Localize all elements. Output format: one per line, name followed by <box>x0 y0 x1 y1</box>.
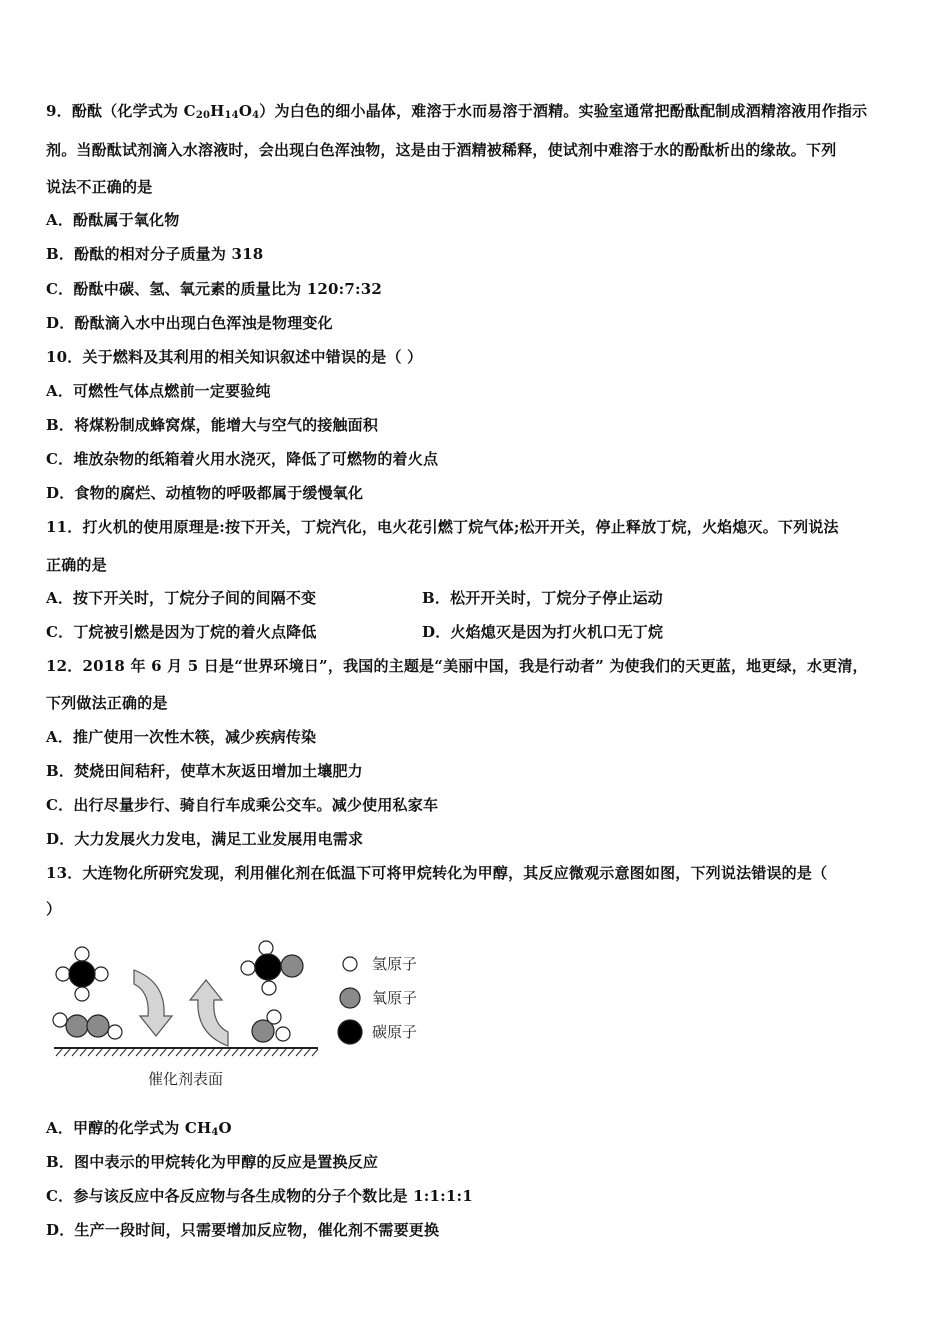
legend-carbon-label: 碳原子 <box>372 1023 418 1041</box>
q11-stem-line2: 正确的是 <box>46 556 107 574</box>
q12-option-a: A．推广使用一次性木筷，减少疾病传染 <box>46 728 317 746</box>
surface-label: 催化剂表面 <box>148 1070 224 1088</box>
legend-oxygen-icon <box>340 988 360 1008</box>
q10-option-b: B．将煤粉制成蜂窝煤，能增大与空气的接触面积 <box>46 416 379 434</box>
q10-option-a: A．可燃性气体点燃前一定要验纯 <box>46 382 271 400</box>
q13-stem-line1: 13．大连物化所研究发现，利用催化剂在低温下可将甲烷转化为甲醇，其反应微观示意图如图，下列说法错误的是（ <box>46 864 828 882</box>
q9-stem-line1: 9．酚酞（化学式为 $C_{20}H_{14}O_4$）为白色的细小晶体，难溶于水而易溶于酒精。实验室通常把酚酞配制成酒精溶液用作指示 <box>46 102 868 121</box>
legend-hydrogen-icon <box>343 957 357 971</box>
q12-option-b: B．焚烧田间秸秆，使草木灰返田增加土壤肥力 <box>46 762 363 780</box>
oxygen-molecule <box>53 1013 122 1039</box>
legend-oxygen-label: 氧原子 <box>372 989 418 1007</box>
q9-stem-line2: 剂。当酚酞试剂滴入水溶液时，会出现白色浑浊物，这是由于酒精被稀释，使试剂中难溶于水的酚酞析出的缘故。下列 <box>46 141 837 159</box>
q10-option-c: C．堆放杂物的纸箱着火用水浇灭，降低了可燃物的着火点 <box>46 450 439 468</box>
q9-option-a: A．酚酞属于氧化物 <box>46 211 180 229</box>
q13-option-d: D．生产一段时间，只需要增加反应物，催化剂不需要更换 <box>46 1221 440 1239</box>
q11-stem-line1: 11．打火机的使用原理是:按下开关，丁烷汽化，电火花引燃丁烷气体;松开开关，停止释放丁烷，火焰熄灭。下列说法 <box>46 518 839 536</box>
q11-option-a: A．按下开关时，丁烷分子间的间隔不变 <box>46 589 317 607</box>
catalyst-surface <box>54 1048 318 1056</box>
q11-option-c: C．丁烷被引燃是因为丁烷的着火点降低 <box>46 623 317 641</box>
q9-option-b: B．酚酞的相对分子质量为 318 <box>46 245 264 263</box>
q12-stem-line2: 下列做法正确的是 <box>46 694 168 712</box>
methanol-molecule <box>241 941 303 995</box>
legend-hydrogen-label: 氢原子 <box>372 955 418 973</box>
q12-stem-line1: 12．2018 年 6 月 5 日是“世界环境日”，我国的主题是“美丽中国，我是行动者” 为使我们的天更蓝，地更绿，水更清， <box>46 657 868 675</box>
q9-option-d: D．酚酞滴入水中出现白色浑浊是物理变化 <box>46 314 333 332</box>
curved-arrow-down-icon <box>134 970 172 1036</box>
q12-option-c: C．出行尽量步行、骑自行车成乘公交车。减少使用私家车 <box>46 796 439 814</box>
legend <box>338 957 362 1044</box>
legend-carbon-icon <box>338 1020 362 1044</box>
q12-option-d: D．大力发展火力发电，满足工业发展用电需求 <box>46 830 364 848</box>
q13-option-a: A．甲醇的化学式为 $CH_4O$ <box>46 1119 232 1138</box>
q11-option-row2 <box>46 622 664 642</box>
curved-arrow-up-icon <box>190 980 228 1046</box>
water-molecule <box>252 1010 290 1042</box>
q13-option-c: C．参与该反应中各反应物与各生成物的分子个数比是 1:1:1:1 <box>46 1187 473 1205</box>
q10-stem: 10．关于燃料及其利用的相关知识叙述中错误的是（ ） <box>46 348 423 366</box>
q11-option-b: B．松开开关时，丁烷分子停止运动 <box>422 589 663 607</box>
reaction-diagram <box>46 934 446 1094</box>
q11-option-d: D．火焰熄灭是因为打火机口无丁烷 <box>422 623 664 641</box>
q9-option-c: C．酚酞中碳、氢、氧元素的质量比为 120:7:32 <box>46 280 383 298</box>
methane-molecule <box>56 947 108 1001</box>
q13-stem-line2: ） <box>46 900 62 918</box>
q10-option-d: D．食物的腐烂、动植物的呼吸都属于缓慢氧化 <box>46 484 364 502</box>
q13-option-b: B．图中表示的甲烷转化为甲醇的反应是置换反应 <box>46 1153 379 1171</box>
q11-option-row1 <box>46 588 663 608</box>
q9-stem-line3: 说法不正确的是 <box>46 178 153 196</box>
